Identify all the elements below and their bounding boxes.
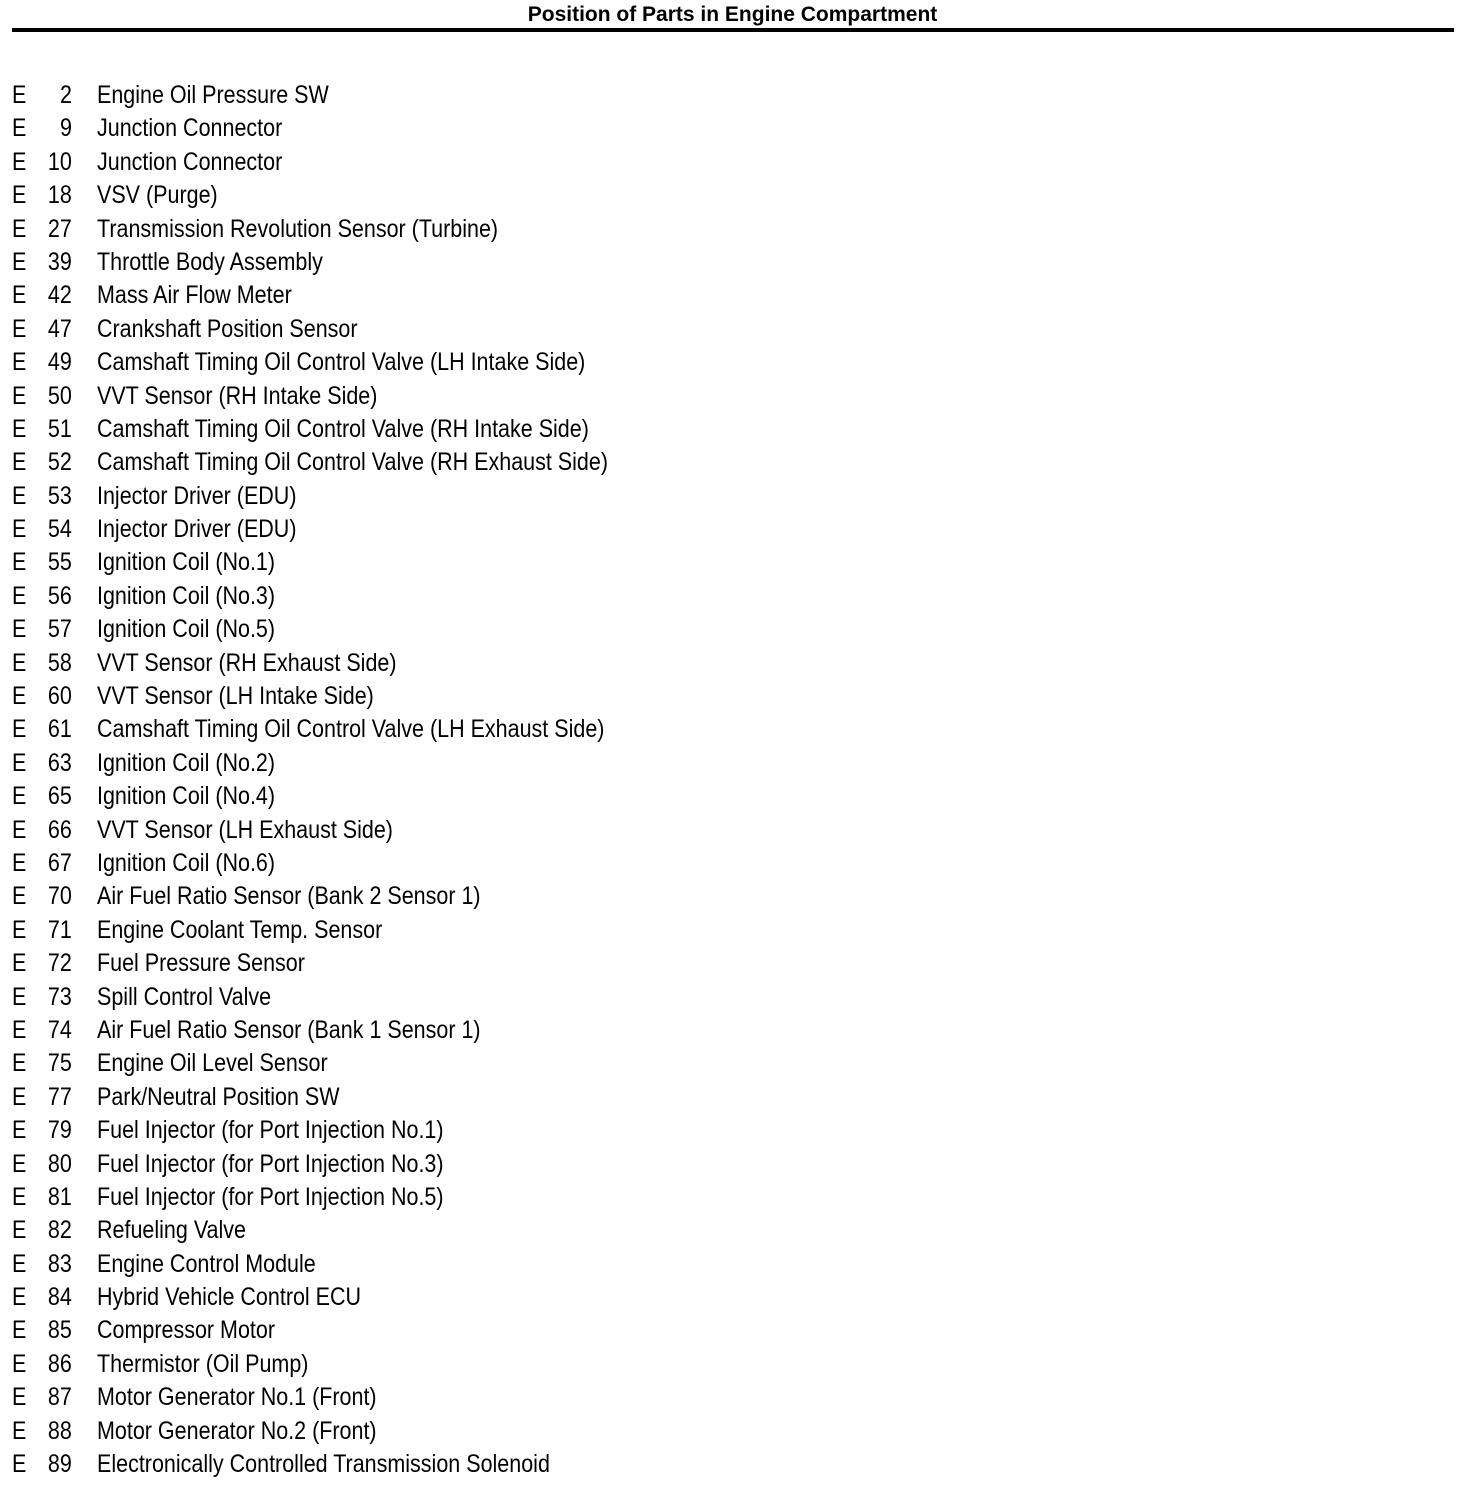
- part-name: Refueling Valve: [97, 1216, 247, 1245]
- part-name: Motor Generator No.2 (Front): [97, 1416, 377, 1445]
- part-name: Air Fuel Ratio Sensor (Bank 2 Sensor 1): [97, 882, 481, 911]
- part-number: 50: [48, 381, 72, 410]
- part-number: 10: [48, 147, 72, 176]
- part-prefix: E: [12, 1283, 27, 1312]
- part-number: 81: [48, 1182, 72, 1211]
- list-item: [0, 713, 1200, 746]
- list-item: [0, 513, 1200, 546]
- part-number: 71: [48, 915, 72, 944]
- list-item: [0, 1314, 1200, 1347]
- part-number: 88: [48, 1416, 72, 1445]
- part-name: Fuel Injector (for Port Injection No.5): [97, 1182, 444, 1211]
- part-name: VVT Sensor (LH Exhaust Side): [97, 815, 393, 844]
- list-item: [0, 647, 1200, 680]
- part-prefix: E: [12, 815, 27, 844]
- part-name: Injector Driver (EDU): [97, 515, 297, 544]
- part-number: 54: [48, 515, 72, 544]
- list-item: [0, 146, 1200, 179]
- part-name: Camshaft Timing Oil Control Valve (LH Intake Side): [97, 348, 586, 377]
- list-item: [0, 279, 1200, 312]
- part-prefix: E: [12, 848, 27, 877]
- list-item: [0, 1448, 1200, 1481]
- part-number: 89: [48, 1450, 72, 1479]
- list-item: [0, 1214, 1200, 1247]
- list-item: [0, 413, 1200, 446]
- list-item: [0, 880, 1200, 913]
- list-item: [0, 246, 1200, 279]
- part-prefix: E: [12, 381, 27, 410]
- title-divider: [12, 28, 1454, 32]
- part-prefix: E: [12, 748, 27, 777]
- part-name: Crankshaft Position Sensor: [97, 314, 358, 343]
- list-item: [0, 814, 1200, 847]
- list-item: [0, 613, 1200, 646]
- part-name: Electronically Controlled Transmission Solenoid: [97, 1450, 550, 1479]
- part-name: Park/Neutral Position SW: [97, 1082, 340, 1111]
- part-number: 52: [48, 448, 72, 477]
- part-prefix: E: [12, 1383, 27, 1412]
- list-item: [0, 780, 1200, 813]
- part-prefix: E: [12, 1082, 27, 1111]
- part-number: 27: [48, 214, 72, 243]
- list-item: [0, 1047, 1200, 1080]
- part-prefix: E: [12, 1049, 27, 1078]
- parts-list: [0, 79, 1200, 1481]
- part-number: 84: [48, 1283, 72, 1312]
- part-number: 65: [48, 782, 72, 811]
- part-number: 82: [48, 1216, 72, 1245]
- part-prefix: E: [12, 481, 27, 510]
- part-prefix: E: [12, 715, 27, 744]
- list-item: [0, 380, 1200, 413]
- part-prefix: E: [12, 414, 27, 443]
- part-number: 67: [48, 848, 72, 877]
- part-number: 55: [48, 548, 72, 577]
- part-number: 86: [48, 1349, 72, 1378]
- part-prefix: E: [12, 581, 27, 610]
- part-name: Ignition Coil (No.1): [97, 548, 276, 577]
- part-number: 60: [48, 682, 72, 711]
- part-prefix: E: [12, 181, 27, 210]
- part-number: 70: [48, 882, 72, 911]
- part-name: Hybrid Vehicle Control ECU: [97, 1283, 362, 1312]
- part-name: Camshaft Timing Oil Control Valve (RH Exhaust Side): [97, 448, 609, 477]
- part-number: 72: [48, 949, 72, 978]
- part-name: Motor Generator No.1 (Front): [97, 1383, 377, 1412]
- list-item: [0, 1415, 1200, 1448]
- page-title: Position of Parts in Engine Compartment: [527, 3, 938, 26]
- part-name: Injector Driver (EDU): [97, 481, 297, 510]
- list-item: [0, 1181, 1200, 1214]
- list-item: [0, 1081, 1200, 1114]
- part-name: VVT Sensor (RH Exhaust Side): [97, 648, 397, 677]
- part-name: VVT Sensor (RH Intake Side): [97, 381, 378, 410]
- list-item: [0, 947, 1200, 980]
- list-item: [0, 1381, 1200, 1414]
- list-item: [0, 1281, 1200, 1314]
- part-name: Fuel Pressure Sensor: [97, 949, 305, 978]
- part-name: Ignition Coil (No.3): [97, 581, 276, 610]
- part-number: 74: [48, 1015, 72, 1044]
- list-item: [0, 680, 1200, 713]
- list-item: [0, 1014, 1200, 1047]
- part-name: Ignition Coil (No.5): [97, 615, 276, 644]
- part-name: Engine Coolant Temp. Sensor: [97, 915, 383, 944]
- part-prefix: E: [12, 1182, 27, 1211]
- part-number: 80: [48, 1149, 72, 1178]
- list-item: [0, 79, 1200, 112]
- part-prefix: E: [12, 214, 27, 243]
- part-prefix: E: [12, 247, 27, 276]
- list-item: [0, 1114, 1200, 1147]
- part-name: Junction Connector: [97, 114, 283, 143]
- part-prefix: E: [12, 915, 27, 944]
- part-name: VVT Sensor (LH Intake Side): [97, 682, 374, 711]
- part-name: Mass Air Flow Meter: [97, 281, 292, 310]
- part-number: 42: [48, 281, 72, 310]
- part-name: Camshaft Timing Oil Control Valve (RH Intake Side): [97, 414, 589, 443]
- list-item: [0, 446, 1200, 479]
- part-prefix: E: [12, 348, 27, 377]
- part-prefix: E: [12, 1015, 27, 1044]
- part-prefix: E: [12, 1149, 27, 1178]
- part-prefix: E: [12, 448, 27, 477]
- part-prefix: E: [12, 782, 27, 811]
- part-prefix: E: [12, 81, 27, 109]
- list-item: [0, 914, 1200, 947]
- part-prefix: E: [12, 1116, 27, 1145]
- part-number: 79: [48, 1116, 72, 1145]
- part-name: Compressor Motor: [97, 1316, 276, 1345]
- part-name: Camshaft Timing Oil Control Valve (LH Exhaust Side): [97, 715, 605, 744]
- list-item: [0, 313, 1200, 346]
- part-name: Spill Control Valve: [97, 982, 272, 1011]
- part-name: Thermistor (Oil Pump): [97, 1349, 309, 1378]
- part-name: Engine Oil Pressure SW: [97, 81, 329, 109]
- list-item: [0, 580, 1200, 613]
- part-prefix: E: [12, 515, 27, 544]
- part-prefix: E: [12, 982, 27, 1011]
- part-number: 2: [60, 81, 72, 109]
- part-name: Fuel Injector (for Port Injection No.3): [97, 1149, 444, 1178]
- part-number: 18: [48, 181, 72, 210]
- part-name: Ignition Coil (No.4): [97, 782, 276, 811]
- part-number: 75: [48, 1049, 72, 1078]
- list-item: [0, 1348, 1200, 1381]
- part-prefix: E: [12, 949, 27, 978]
- part-prefix: E: [12, 1450, 27, 1479]
- part-prefix: E: [12, 147, 27, 176]
- part-number: 73: [48, 982, 72, 1011]
- list-item: [0, 480, 1200, 513]
- list-item: [0, 747, 1200, 780]
- part-number: 9: [60, 114, 72, 143]
- list-item: [0, 1148, 1200, 1181]
- part-prefix: E: [12, 648, 27, 677]
- list-item: [0, 179, 1200, 212]
- part-name: Ignition Coil (No.6): [97, 848, 276, 877]
- part-number: 61: [48, 715, 72, 744]
- part-name: Ignition Coil (No.2): [97, 748, 276, 777]
- part-prefix: E: [12, 882, 27, 911]
- part-name: Junction Connector: [97, 147, 283, 176]
- part-number: 63: [48, 748, 72, 777]
- list-item: [0, 847, 1200, 880]
- part-prefix: E: [12, 682, 27, 711]
- part-number: 56: [48, 581, 72, 610]
- part-name: Engine Control Module: [97, 1249, 316, 1278]
- part-number: 77: [48, 1082, 72, 1111]
- list-item: [0, 112, 1200, 145]
- part-prefix: E: [12, 1249, 27, 1278]
- list-item: [0, 981, 1200, 1014]
- part-number: 49: [48, 348, 72, 377]
- part-prefix: E: [12, 548, 27, 577]
- part-number: 66: [48, 815, 72, 844]
- part-name: Engine Oil Level Sensor: [97, 1049, 328, 1078]
- part-prefix: E: [12, 615, 27, 644]
- part-number: 53: [48, 481, 72, 510]
- part-name: Throttle Body Assembly: [97, 247, 323, 276]
- part-prefix: E: [12, 1349, 27, 1378]
- part-number: 47: [48, 314, 72, 343]
- part-number: 57: [48, 615, 72, 644]
- list-item: [0, 546, 1200, 579]
- part-name: Air Fuel Ratio Sensor (Bank 1 Sensor 1): [97, 1015, 481, 1044]
- part-prefix: E: [12, 1316, 27, 1345]
- part-number: 58: [48, 648, 72, 677]
- part-name: Fuel Injector (for Port Injection No.1): [97, 1116, 444, 1145]
- part-number: 39: [48, 247, 72, 276]
- part-name: VSV (Purge): [97, 181, 218, 210]
- part-name: Transmission Revolution Sensor (Turbine): [97, 214, 499, 243]
- part-prefix: E: [12, 1416, 27, 1445]
- part-prefix: E: [12, 281, 27, 310]
- part-number: 87: [48, 1383, 72, 1412]
- list-item: [0, 213, 1200, 246]
- part-prefix: E: [12, 314, 27, 343]
- part-number: 85: [48, 1316, 72, 1345]
- list-item: [0, 346, 1200, 379]
- part-prefix: E: [12, 114, 27, 143]
- part-prefix: E: [12, 1216, 27, 1245]
- part-number: 51: [48, 414, 72, 443]
- list-item: [0, 1248, 1200, 1281]
- part-number: 83: [48, 1249, 72, 1278]
